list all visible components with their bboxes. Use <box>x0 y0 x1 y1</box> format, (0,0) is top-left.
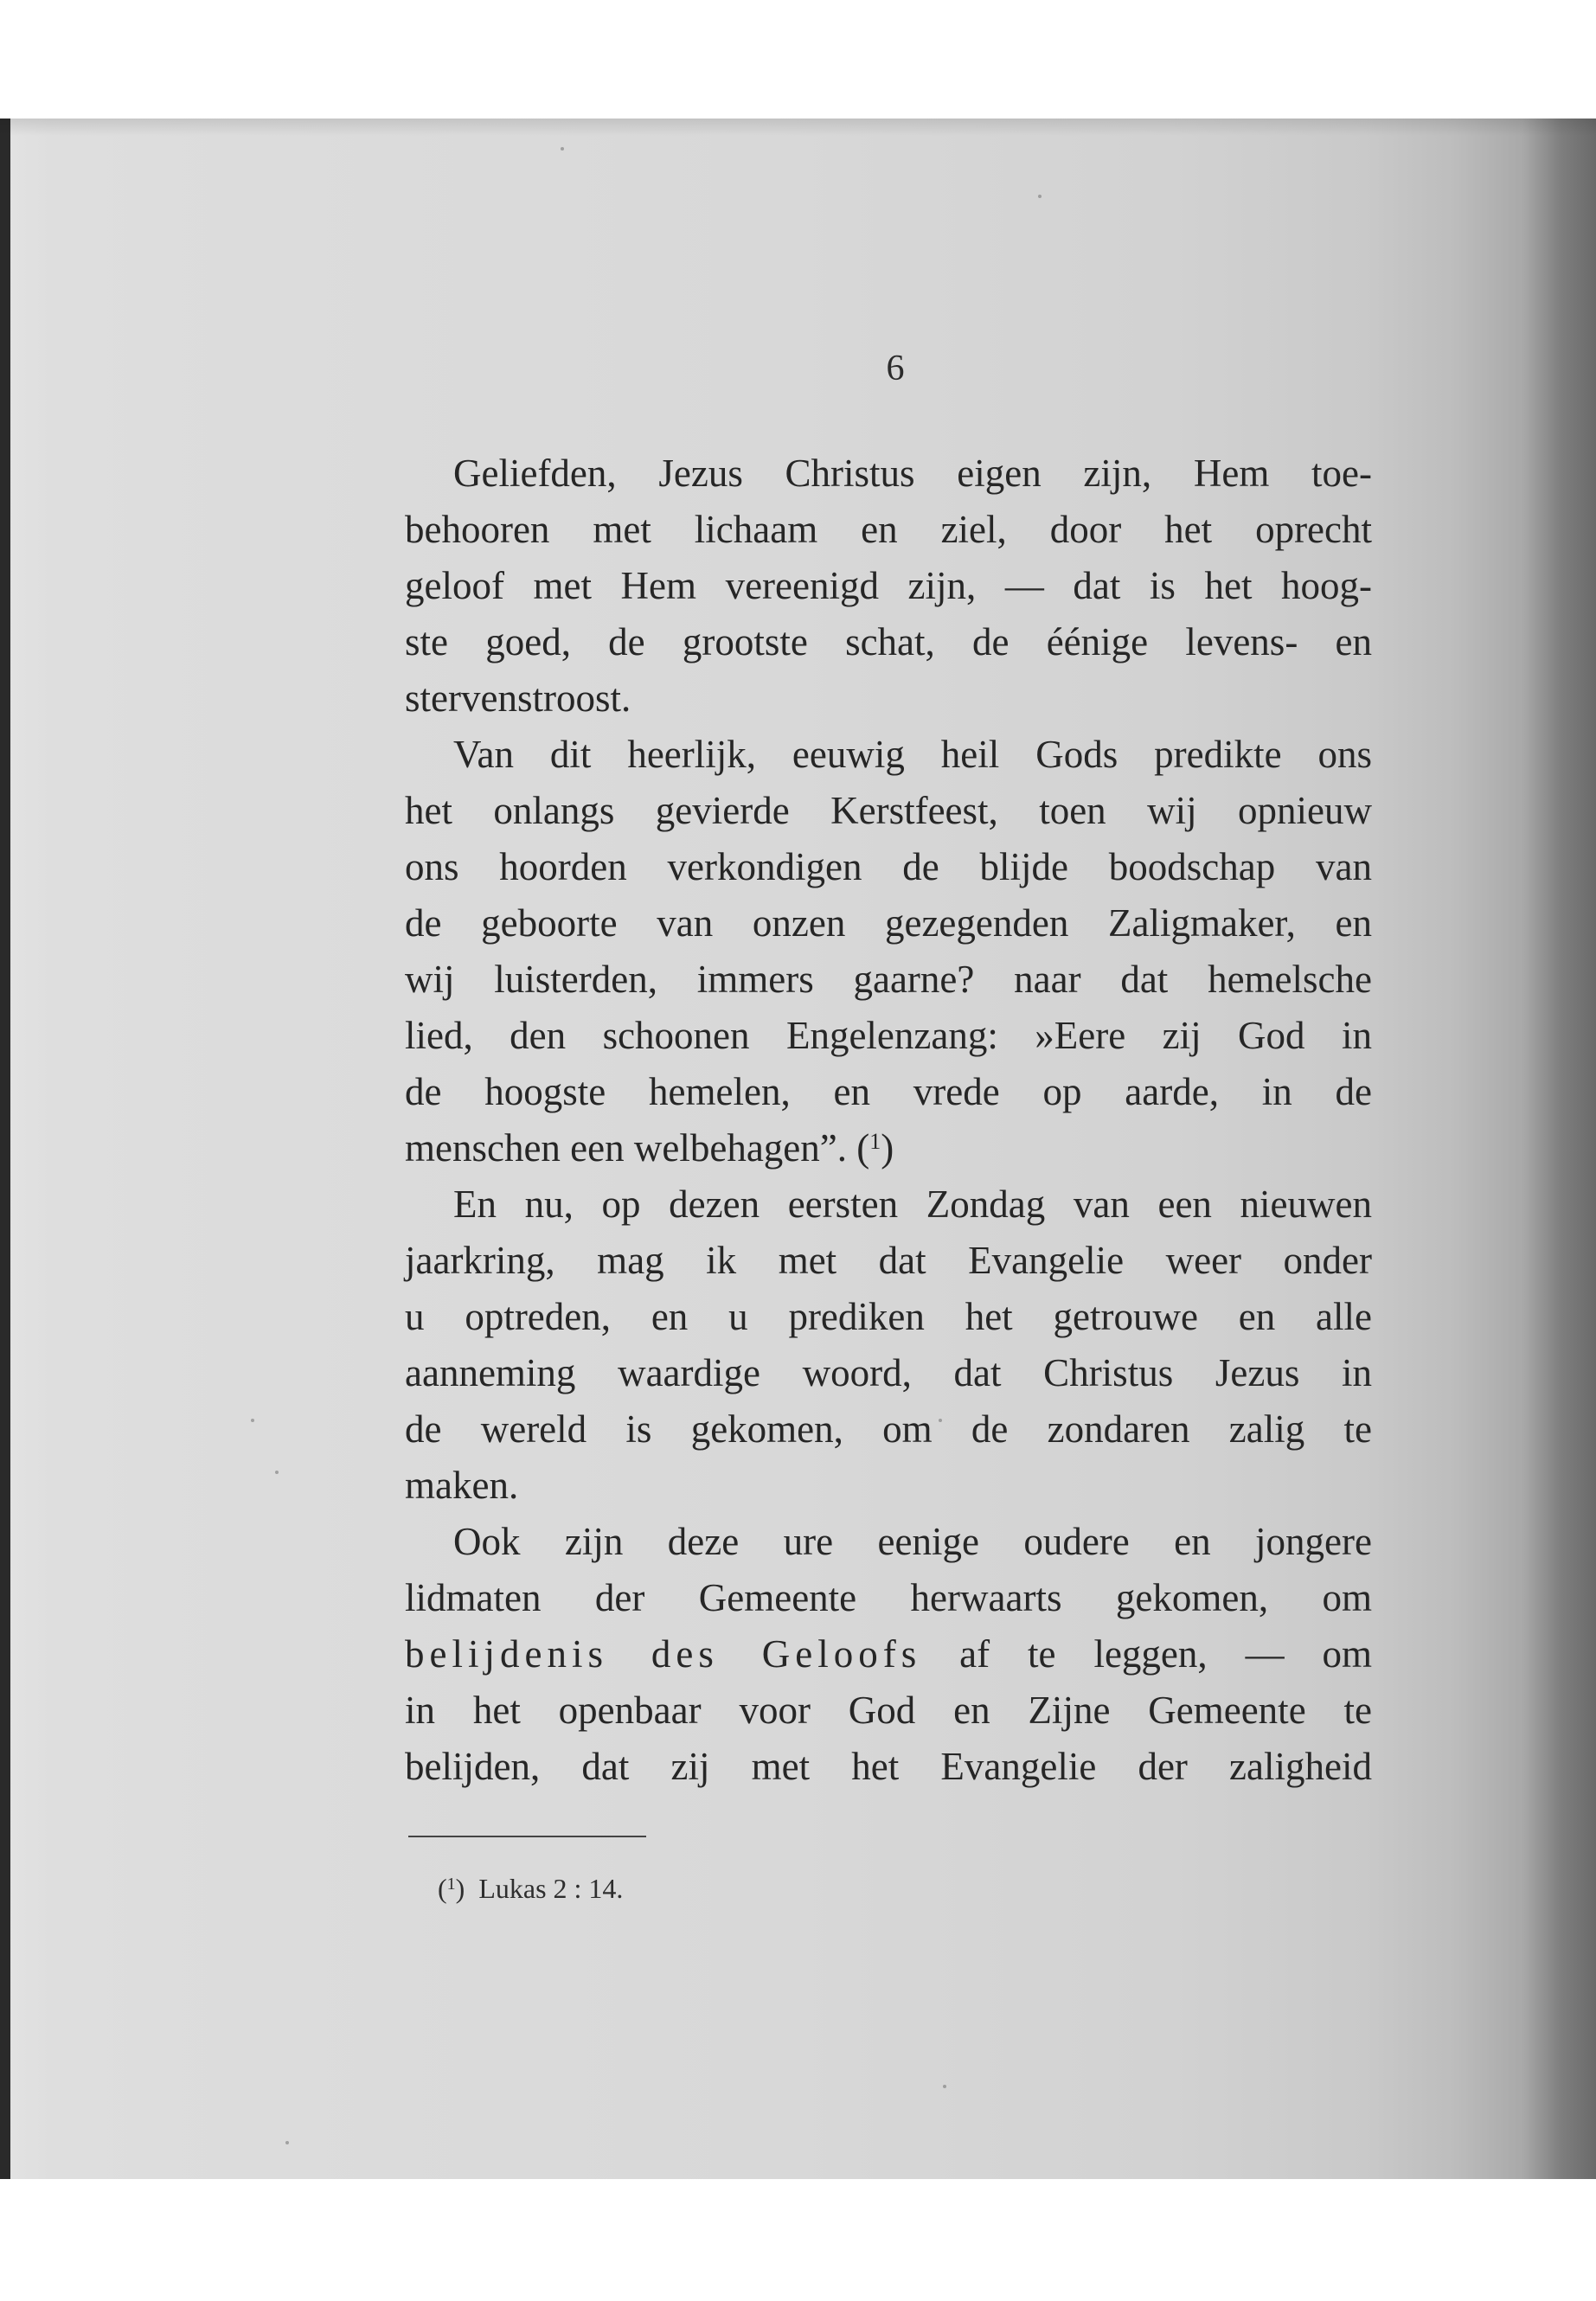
line-text: in het openbaar voor God en Zijne Gemeente te <box>405 1689 1372 1732</box>
footnote-rule <box>408 1836 646 1837</box>
line-text: wij luisterden, immers gaarne? naar dat hemelsche <box>405 958 1372 1001</box>
text-line <box>405 783 1372 839</box>
text-line <box>405 1570 1372 1626</box>
spaced-phrase: belijdenis des Geloofs <box>405 1632 922 1676</box>
paper-speck <box>285 2141 289 2144</box>
line-text: ons hoorden verkondigen de blijde boodschap van <box>405 845 1372 888</box>
text-line <box>405 1289 1372 1345</box>
line-text: jaarkring, mag ik met dat Evangelie weer onder <box>405 1239 1372 1282</box>
text-line <box>405 1008 1372 1064</box>
page-number: 6 <box>886 349 905 388</box>
text-line <box>405 558 1372 614</box>
footnote-reference: Lukas 2 : 14. <box>478 1873 624 1904</box>
line-text: het onlangs gevierde Kerstfeest, toen wij opnieuw <box>405 789 1372 832</box>
text-line <box>405 1626 1372 1682</box>
body-text <box>405 445 1372 1795</box>
paper-speck <box>275 1471 279 1474</box>
line-text: menschen een welbehagen”. ( <box>405 1126 870 1170</box>
line-text: geloof met Hem vereenigd zijn, — dat is het hoog- <box>405 564 1372 607</box>
footnote-ref-marker: 1 <box>869 1129 881 1154</box>
text-line <box>405 614 1372 670</box>
text-line <box>405 952 1372 1008</box>
paper-speck <box>1038 195 1042 198</box>
line-text-tail: ) <box>881 1126 894 1170</box>
text-line <box>405 670 1372 727</box>
line-text: Van dit heerlijk, eeuwig heil Gods predikte ons <box>453 733 1372 776</box>
line-text: En nu, op dezen eersten Zondag van een nieuwen <box>453 1183 1372 1226</box>
line-text: de geboorte van onzen gezegenden Zaligmaker, en <box>405 901 1372 945</box>
text-line <box>405 1458 1372 1514</box>
page-left-edge <box>0 119 10 2179</box>
line-text: u optreden, en u prediken het getrouwe en alle <box>405 1295 1372 1338</box>
footnote <box>438 1867 623 1910</box>
text-line <box>405 502 1372 558</box>
paper-speck <box>561 147 564 151</box>
footnote-open: ( <box>438 1873 447 1904</box>
line-text: Geliefden, Jezus Christus eigen zijn, Hem toe- <box>453 452 1372 495</box>
text-line <box>405 1120 1372 1176</box>
footnote-marker: 1 <box>446 1875 456 1894</box>
line-text: behooren met lichaam en ziel, door het oprecht <box>405 508 1372 551</box>
text-line <box>405 1345 1372 1401</box>
text-line <box>405 1064 1372 1120</box>
line-text: lied, den schoonen Engelenzang: »Eere zij God in <box>405 1014 1372 1057</box>
text-line <box>405 839 1372 895</box>
line-text: de wereld is gekomen, om de zondaren zalig te <box>405 1407 1372 1451</box>
page-top-shadow <box>0 119 1596 136</box>
text-line <box>405 1233 1372 1289</box>
line-text: ste goed, de grootste schat, de éénige levens- en <box>405 620 1372 663</box>
line-text: Ook zijn deze ure eenige oudere en jongere <box>453 1520 1372 1563</box>
line-text: belijden, dat zij met het Evangelie der zaligheid <box>405 1745 1372 1788</box>
line-text: lidmaten der Gemeente herwaarts gekomen, om <box>405 1576 1372 1619</box>
text-line <box>405 1682 1372 1739</box>
footnote-close: ) <box>455 1873 465 1904</box>
text-line <box>405 1176 1372 1233</box>
text-line <box>405 895 1372 952</box>
line-text: de hoogste hemelen, en vrede op aarde, in de <box>405 1070 1372 1113</box>
paper-speck <box>943 2085 946 2088</box>
paper-speck <box>251 1419 254 1422</box>
line-text-tail: af te leggen, — om <box>921 1632 1372 1676</box>
line-text: stervenstroost. <box>405 676 631 720</box>
text-line <box>405 727 1372 783</box>
line-text: aanneming waardige woord, dat Christus Jezus in <box>405 1351 1372 1394</box>
text-line <box>405 1739 1372 1795</box>
line-text: maken. <box>405 1464 519 1507</box>
text-line <box>405 445 1372 502</box>
text-line <box>405 1401 1372 1458</box>
text-line <box>405 1514 1372 1570</box>
